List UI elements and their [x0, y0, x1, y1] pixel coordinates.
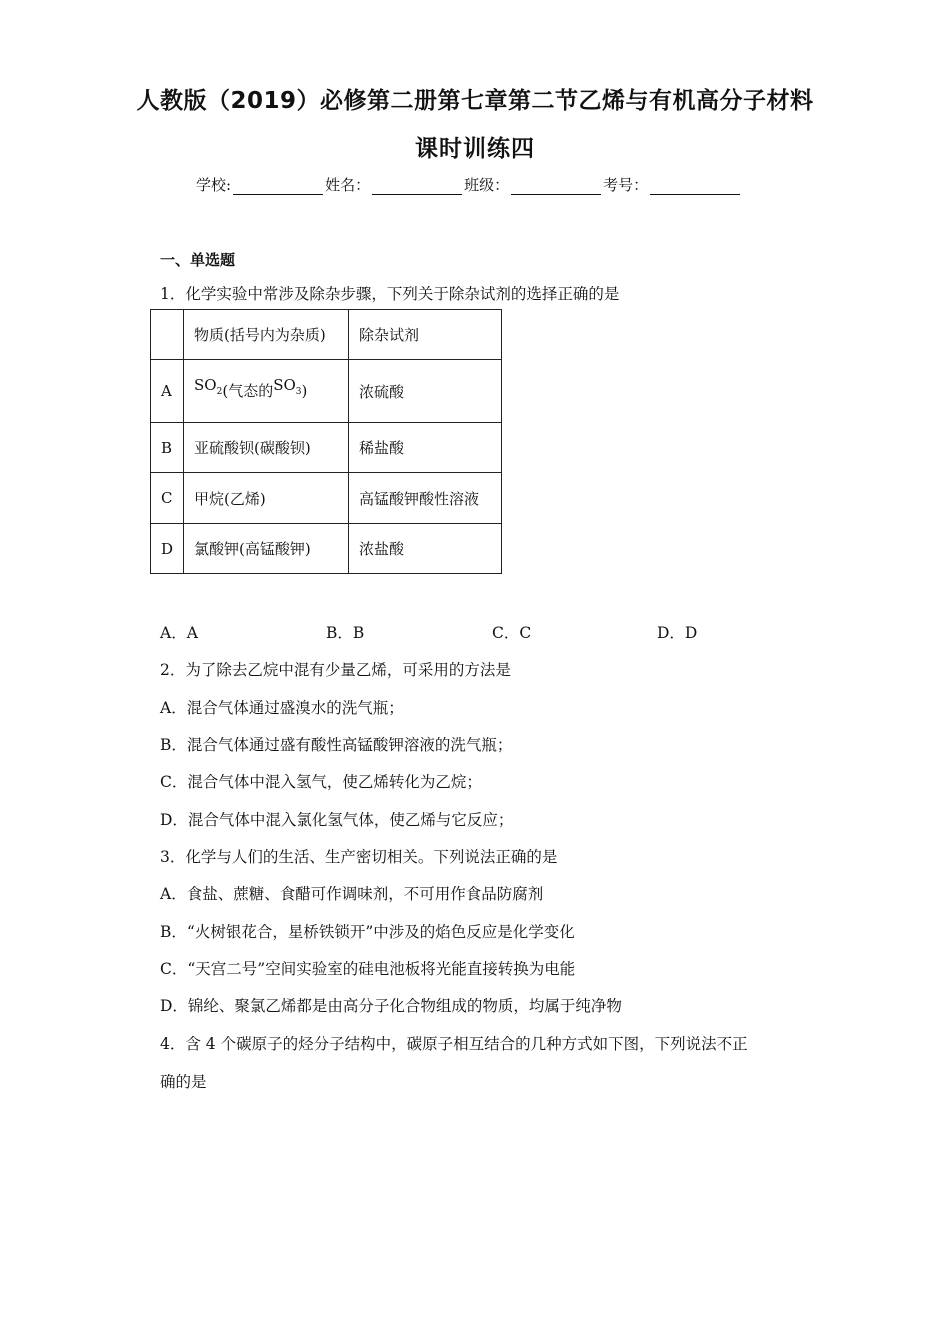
table-cell: 甲烷(乙烯): [184, 473, 349, 524]
cell-text: (气态的: [222, 381, 274, 400]
q1-option-a[interactable]: A．A: [160, 624, 198, 642]
table-cell: A: [151, 360, 184, 423]
q2-option-a[interactable]: A．混合气体通过盛溴水的洗气瓶；: [160, 699, 404, 717]
q1-option-b[interactable]: B．B: [326, 624, 365, 642]
q1-stem: 1．化学实验中常涉及除杂步骤，下列关于除杂试剂的选择正确的是: [160, 285, 620, 303]
table-row: [151, 524, 502, 574]
school-blank[interactable]: [233, 179, 323, 195]
name-label: 姓名：: [325, 176, 371, 194]
q1-option-c[interactable]: C．C: [492, 624, 532, 642]
table-header-row: [151, 310, 502, 360]
q4-stem-line1: 4．含 4 个碳原子的烃分子结构中，碳原子相互结合的几种方式如下图，下列说法不正: [160, 1035, 748, 1053]
table-cell: [151, 310, 184, 360]
class-blank[interactable]: [511, 179, 601, 195]
q4-stem-line2: 确的是: [160, 1073, 207, 1091]
subscript: 2: [216, 386, 223, 397]
q3-option-a[interactable]: A．食盐、蔗糖、食醋可作调味剂，不可用作食品防腐剂: [160, 885, 544, 903]
page-title: 人教版（2019）必修第二册第七章第二节乙烯与有机高分子材料: [136, 88, 814, 114]
exam-number-label: 考号：: [603, 176, 649, 194]
subscript: 3: [295, 386, 302, 397]
table-cell: 浓硫酸: [349, 360, 502, 423]
table-cell: D: [151, 524, 184, 574]
q3-option-b[interactable]: B．“火树银花合，星桥铁锁开”中涉及的焰色反应是化学变化: [160, 923, 575, 941]
name-blank[interactable]: [372, 179, 462, 195]
q2-option-c[interactable]: C．混合气体中混入氢气，使乙烯转化为乙烷；: [160, 773, 482, 791]
q1-option-d[interactable]: D．D: [657, 624, 698, 642]
formula-so2: SO: [194, 375, 217, 394]
table-row: [151, 473, 502, 524]
table-cell: 亚硫酸钡(碳酸钡): [184, 423, 349, 473]
q3-stem: 3．化学与人们的生活、生产密切相关。下列说法正确的是: [160, 848, 558, 866]
table-cell: B: [151, 423, 184, 473]
q3-option-c[interactable]: C．“天宫二号”空间实验室的硅电池板将光能直接转换为电能: [160, 960, 576, 978]
q1-table: [150, 309, 502, 574]
q2-stem: 2．为了除去乙烷中混有少量乙烯，可采用的方法是: [160, 661, 511, 679]
section-heading: 一、单选题: [160, 251, 236, 269]
cell-text: ): [301, 381, 308, 400]
table-cell: [184, 360, 349, 423]
exam-number-blank[interactable]: [650, 179, 740, 195]
class-label: 班级：: [464, 176, 510, 194]
table-cell: 浓盐酸: [349, 524, 502, 574]
page-subtitle: 课时训练四: [415, 136, 535, 162]
table-cell: 物质(括号内为杂质): [184, 310, 349, 360]
table-row: [151, 360, 502, 423]
table-cell: C: [151, 473, 184, 524]
formula-so3: SO: [273, 375, 296, 394]
table-cell: 除杂试剂: [349, 310, 502, 360]
q3-option-d[interactable]: D．锦纶、聚氯乙烯都是由高分子化合物组成的物质，均属于纯净物: [160, 997, 622, 1015]
school-label: 学校:: [196, 176, 232, 194]
table-row: [151, 423, 502, 473]
table-cell: 稀盐酸: [349, 423, 502, 473]
table-cell: 氯酸钾(高锰酸钾): [184, 524, 349, 574]
table-cell: 高锰酸钾酸性溶液: [349, 473, 502, 524]
student-info-row: [196, 174, 742, 195]
q2-option-b[interactable]: B．混合气体通过盛有酸性高锰酸钾溶液的洗气瓶；: [160, 736, 513, 754]
q2-option-d[interactable]: D．混合气体中混入氯化氢气体，使乙烯与它反应；: [160, 811, 514, 829]
